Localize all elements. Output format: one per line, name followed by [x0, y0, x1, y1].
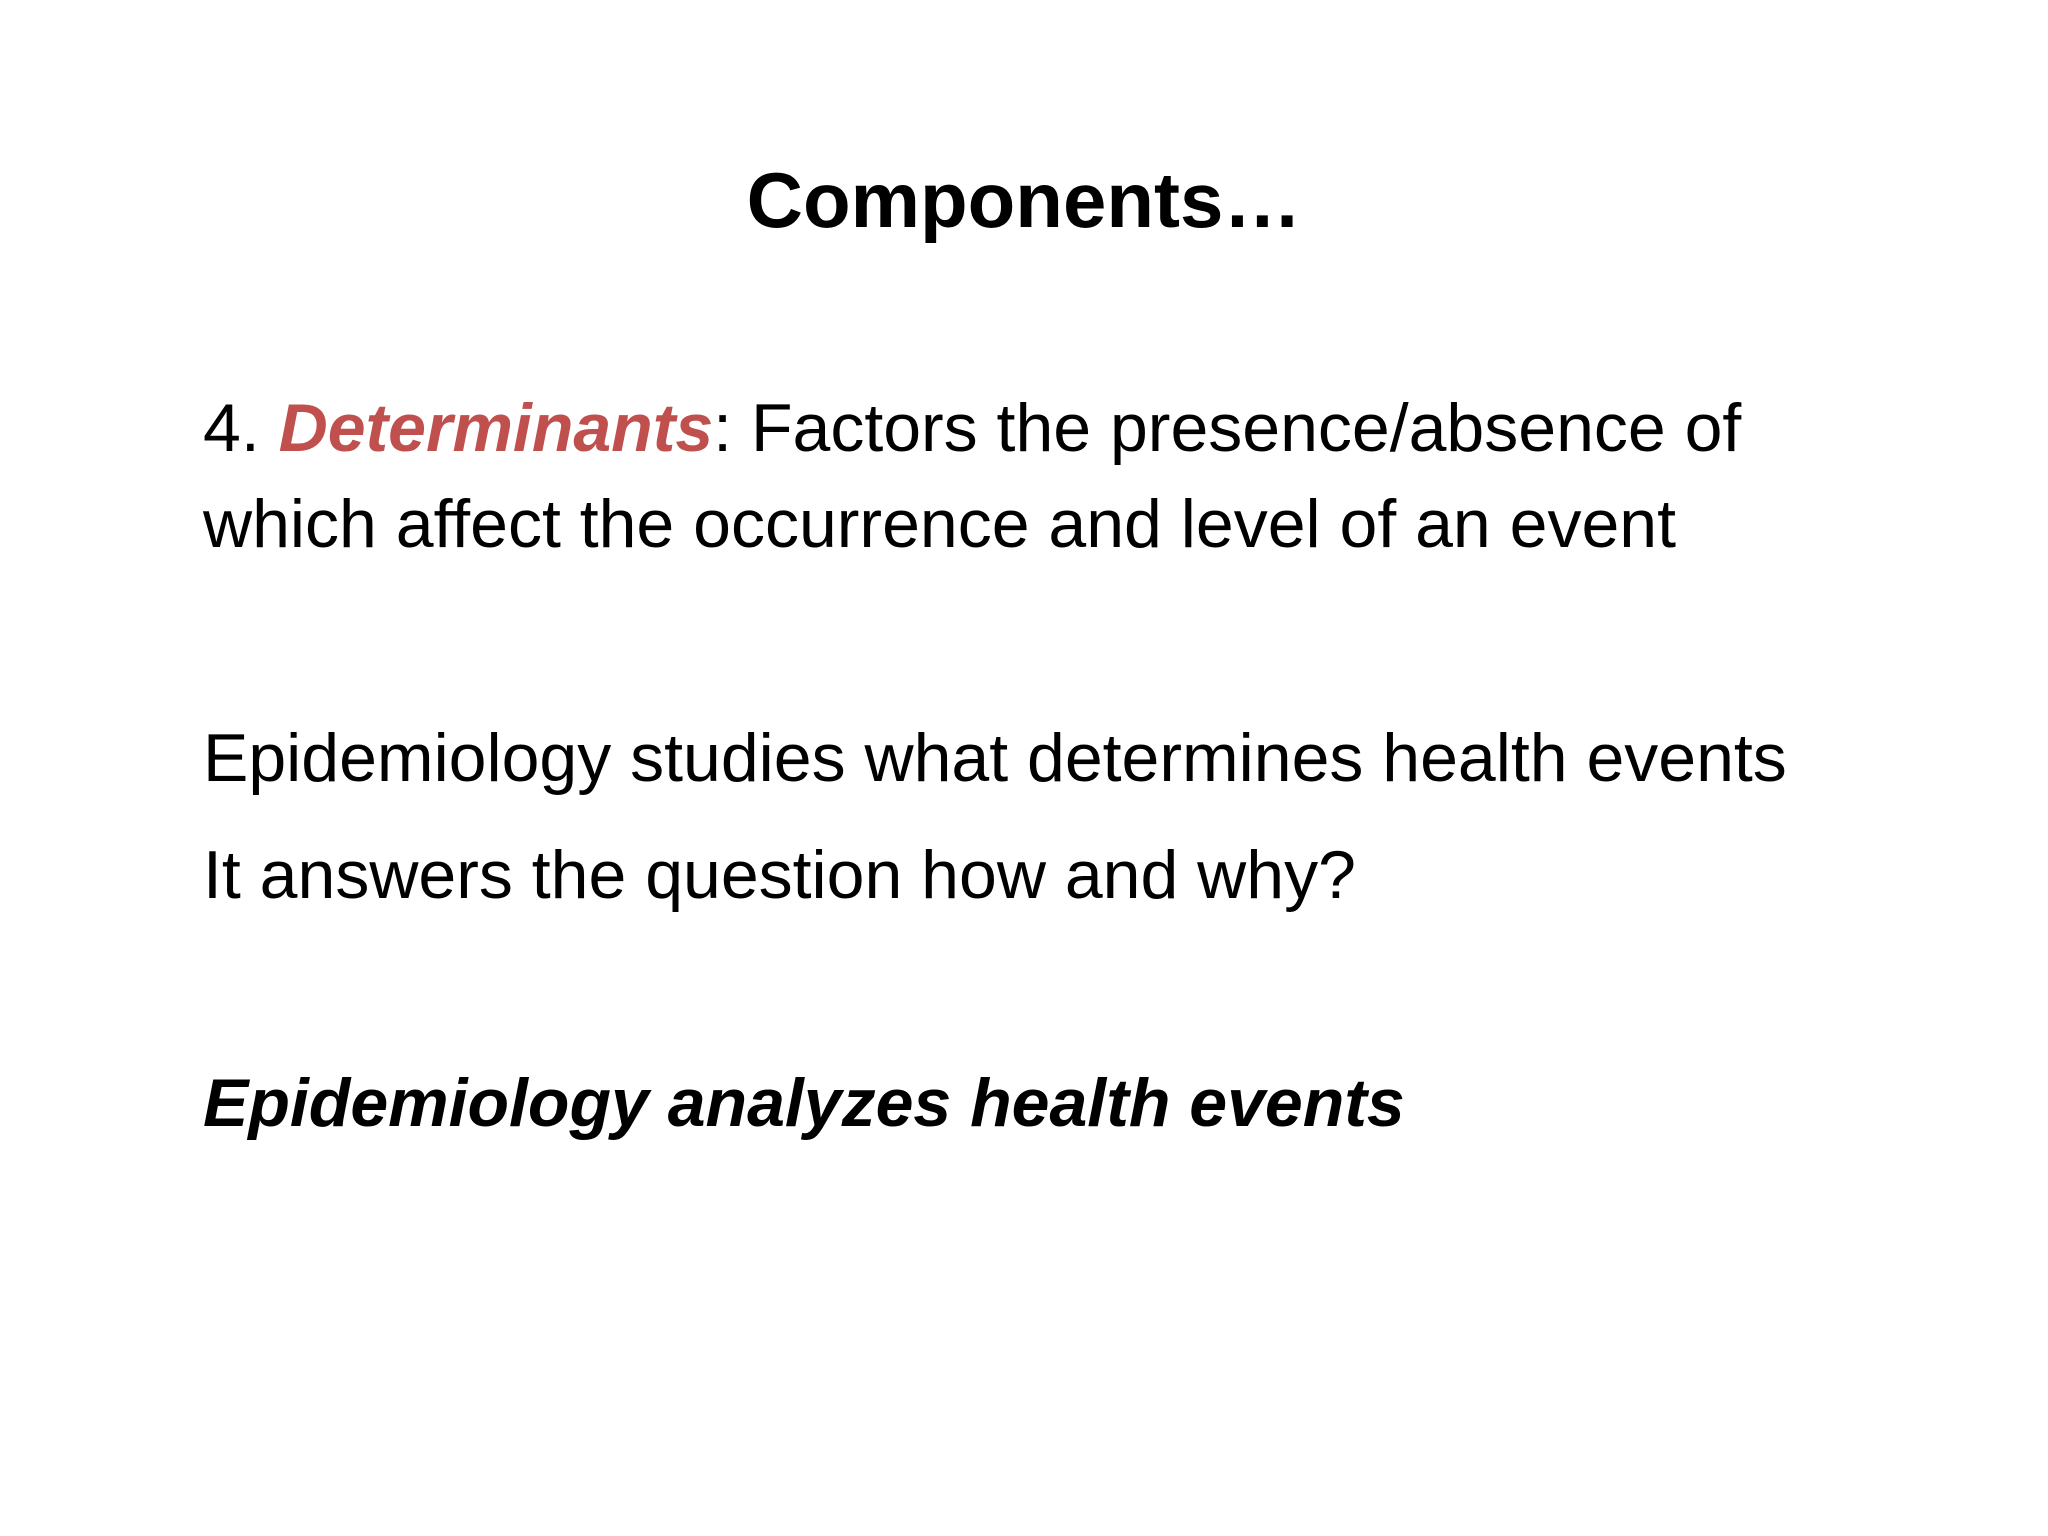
point-number: 4.: [203, 390, 279, 466]
statement-studies: Epidemiology studies what determines health events: [203, 720, 1787, 796]
determinants-term: Determinants: [278, 390, 714, 466]
conclusion-statement: Epidemiology analyzes health events: [203, 1065, 1405, 1141]
point-4-line2: which affect the occurrence and level of an event: [203, 486, 1676, 562]
point-4-line1-rest: : Factors the presence/absence of: [713, 390, 1742, 466]
slide-title: Components…: [746, 156, 1302, 244]
point-4-definition: [203, 380, 1741, 572]
statement-question: It answers the question how and why?: [203, 837, 1356, 913]
